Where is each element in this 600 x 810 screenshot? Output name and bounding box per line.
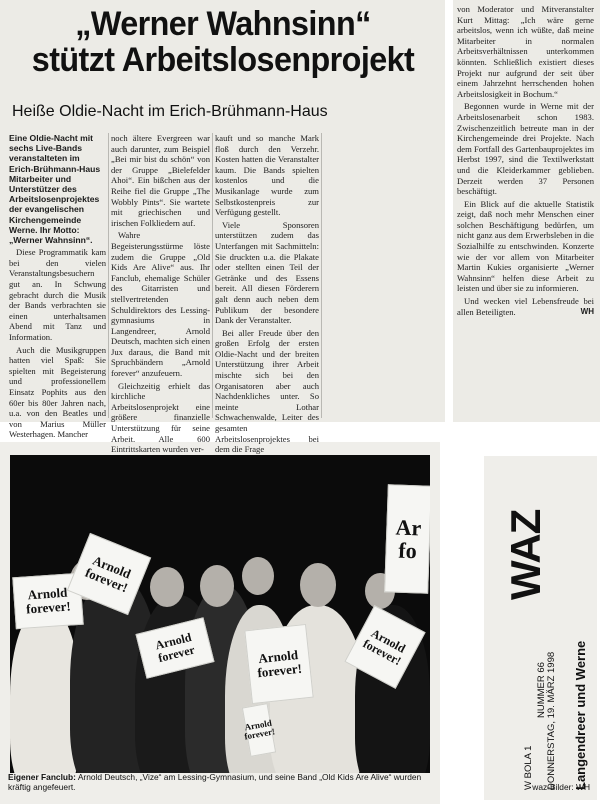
protest-sign: Arnold forever <box>135 617 214 679</box>
paragraph: Gleichzeitig erhielt das kirchliche Arbeitslosenprojekt eine größere finanzielle Unterstützung für seine Arbeit. Alle 600 Eintrittskarten wurden ver- <box>111 380 210 455</box>
person-head <box>242 557 274 595</box>
headline <box>6 6 440 78</box>
paragraph: kauft und so manche Mark floß durch den Verzehr. Kosten hatten die Veranstalter kaum. Die Bands spielten kostenlos und die Musikanlage wurde zum Selbstkostenpreis zur Verfügung gestellt. <box>215 133 319 218</box>
column-divider <box>321 133 322 418</box>
paragraph-final <box>457 296 594 317</box>
paragraph: Wahre Begeisterungsstürme löste zudem die Gruppe „Old Kids Are Alive“ aus. Ihr Fanclub, ehemalige Schüler des Gitarristen und stellvertretenden Schuldirektors des Lessing-gymnasiums in Langendreer, Arnold Deutsch, machten sich einen Jux daraus, die Band mit Spruchbändern „Arnold forever“ anzufeuern. <box>111 230 210 379</box>
local-section-label: Langendreer und Werne <box>573 640 588 790</box>
paragraph: Diese Programmatik kam bei den vielen Veranstaltungsbesuchern gut an. In Schwung gebracht durch die Musik der Bands verbrachten sie einen unterhaltsamen Abend mit Tanz und Information. <box>9 247 106 342</box>
caption-text: Arnold Deutsch, „Vize“ am Lessing-Gymnasium, und seine Band „Old Kids Are Alive“ wurden kräftig angefeuert. <box>8 772 422 792</box>
column-divider <box>108 133 109 418</box>
headline-line-1: „Werner Wahnsinn“ <box>75 5 371 43</box>
paragraph: Ein Blick auf die aktuelle Statistik zeigt, daß noch mehr Menschen einer solchen Beschäftigung bedürfen, um nicht ganz aus dem Erwerbsleben in die Sozialhilfe zu entschwinden. Konzerte wie der vor allem von Mitarbeiter Martin Kukies organisierte „Werner Wahnsinn“ helfen diese Arbeit zu leisten und über sie zu informieren. <box>457 198 594 294</box>
caption-bold: Eigener Fanclub: <box>8 772 76 782</box>
article-column-3 <box>215 133 319 457</box>
photo-caption <box>8 772 436 792</box>
person-head <box>200 565 234 607</box>
author-signature: WH <box>580 306 594 316</box>
closing-line: Und wecken viel Lebensfreude bei allen Beteiligten. <box>457 296 594 317</box>
protest-sign: Arnold forever! <box>244 624 313 704</box>
paragraph: noch ältere Evergreen war auch darunter, zum Beispiel „Bei mir bist du schön“ von der Gruppe „Bielefelder Ahoi“. Ein bißchen aus der Reihe fiel die Gruppe „The Wobbly Pints“. Sie wartete mit griechischen und irischen Folkliedern auf. <box>111 133 210 228</box>
article-lead: Eine Oldie-Nacht mit sechs Live-Bands veranstalteten im Erich-Brühmann-Haus Mitarbeiter und Unterstützer des Arbeitslosenprojektes der evangelischen Kirchengemeinde Werne. Ihr Motto: „Werner Wahnsinn“. <box>9 133 101 246</box>
edition-code: W BOLA 1 <box>523 745 534 790</box>
protest-sign: Arnold forever! <box>344 605 425 689</box>
paragraph: von Moderator und Mitveranstalter Kurt Mittag: „Ich wäre gerne arbeitslos, wenn ich wüßte, daß meine Mitarbeiter in normalen Arbeitsverhältnissen unterkommen könnten. Schließlich existiert dieses Projekt nur aufgrund der seit über einem Jahrzehnt herrschenden hohen Arbeitslosigkeit in Bochum.“ <box>457 4 594 99</box>
person-head <box>150 567 184 607</box>
waz-logo: WAZ <box>502 509 549 600</box>
article-column-2 <box>111 133 210 457</box>
protest-sign: Arnold forever! <box>242 703 276 757</box>
paragraph: Auch die Musikgruppen hatten viel Spaß: Sie spielten mit Begeisterung und professionellem Einsatz Pophits aus den 60er bis 80er Jahren nach, u.a. von den Beatles und von Marius Müller Westerhagen. Mancher <box>9 344 106 440</box>
fanclub-photo <box>10 455 430 773</box>
protest-sign: Arnold forever! <box>12 573 83 630</box>
protest-sign: Ar fo <box>384 484 430 593</box>
column-divider <box>212 133 213 418</box>
article-column-1 <box>9 133 106 442</box>
headline-line-2: stützt Arbeitslosenprojekt <box>31 41 415 79</box>
paragraph: Begonnen wurde in Werne mit der Arbeitslosenarbeit schon 1983. Zwischenzeitlich betreute man in der Kirchengemeinde drei Projekte. Nach dem Fortfall des Gartenbauprojektes im Herbst 1997, sind die Textilwerkstatt und die Kleiderkammer geblieben. Derzeit werden 37 Personen beschäftigt. <box>457 101 594 197</box>
article-column-continued <box>457 4 594 319</box>
photo-credit: waz-Bilder: WH <box>532 782 590 792</box>
person-head <box>300 563 336 607</box>
subhead: Heiße Oldie-Nacht im Erich-Brühmann-Haus <box>12 103 328 120</box>
protest-sign: Arnold forever! <box>67 533 151 615</box>
issue-number: NUMMER 66 <box>536 662 547 718</box>
paragraph: Viele Sponsoren unterstützen zudem das Unterfangen mit Sachmitteln: Sie druckten u.a. die Plakate oder stellten einen Teil der Getränke und des Essens bereit. All diesen Förderern galt denn auch neben dem Publikum der besondere Dank der Veranstalter. <box>215 219 319 326</box>
issue-date: DONNERSTAG, 19. MÄRZ 1998 <box>546 651 557 790</box>
paragraph: Bei aller Freude über den großen Erfolg der ersten Oldie-Nacht und der breiten Unterstützung ihrer Arbeit mischte sich bei den Organisatoren aber auch Nachdenkliches unter. So meinte Lothar Schwachenwalde, Leiter des gesamten Arbeitslosenprojektes bei dem die Frage <box>215 327 319 455</box>
